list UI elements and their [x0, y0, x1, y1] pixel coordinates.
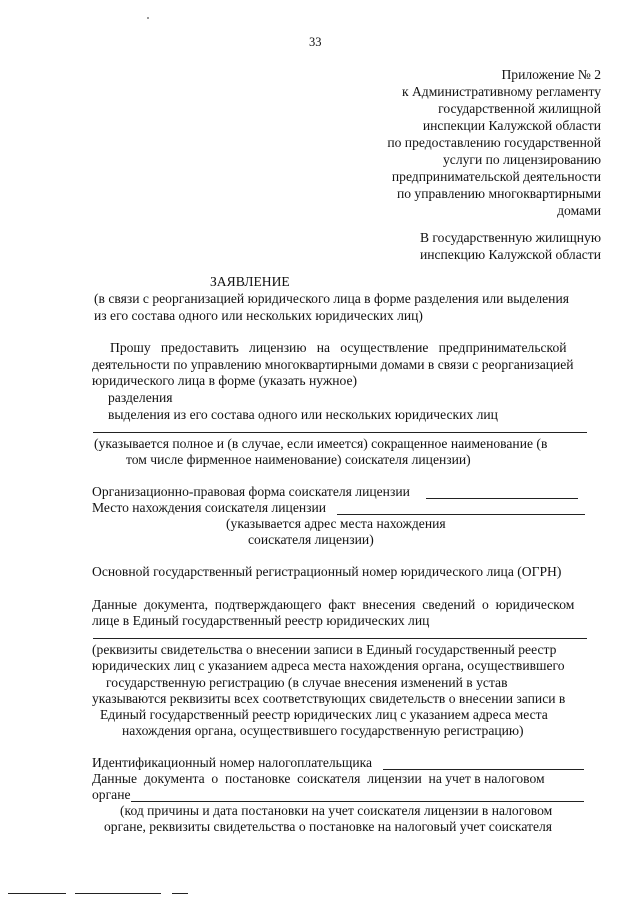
- org-form-label: Организационно-правовая форма соискателя лицензии: [92, 484, 410, 499]
- appendix-line: предпринимательской деятельности: [391, 169, 601, 184]
- location-label: Место нахождения соискателя лицензии: [92, 500, 327, 515]
- appendix-line: по предоставлению государственной: [387, 135, 601, 150]
- addressee-line: инспекцию Калужской области: [419, 247, 601, 262]
- egrul-hint-line: юридических лиц с указанием адреса места нахождения органа, осуществившего: [92, 658, 565, 673]
- appendix-line: домами: [557, 203, 601, 218]
- name-hint-line: (указывается полное и (в случае, если имеется) сокращенное наименование (в: [94, 436, 548, 451]
- tax-hint-line: (код причины и дата постановки на учет соискателя лицензии в налоговом: [120, 803, 553, 818]
- scan-speck: [147, 17, 149, 19]
- ogrn-label: Основной государственный регистрационный номер юридического лица (ОГРН): [92, 564, 562, 579]
- document-title: ЗАЯВЛЕНИЕ: [210, 274, 290, 289]
- appendix-line: Приложение № 2: [501, 67, 601, 82]
- appendix-line: инспекции Калужской области: [422, 118, 601, 133]
- location-input-line[interactable]: [337, 514, 585, 515]
- name-hint-line: том числе фирменное наименование) соискателя лицензии): [126, 452, 471, 467]
- tax-input-line[interactable]: [131, 801, 584, 802]
- request-line: юридического лица в форме (указать нужное): [92, 373, 358, 388]
- egrul-hint-line: (реквизиты свидетельства о внесении записи в Единый государственный реестр: [92, 642, 557, 657]
- egrul-input-line[interactable]: [93, 638, 587, 639]
- request-line: деятельности по управлению многоквартирными домами в связи с реорганизацией: [92, 357, 574, 372]
- footer-mark: [75, 893, 161, 894]
- egrul-label-line: лице в Единый государственный реестр юридических лиц: [92, 613, 430, 628]
- location-hint-line: соискателя лицензии): [248, 532, 374, 547]
- name-input-line[interactable]: [93, 432, 587, 433]
- inn-input-line[interactable]: [383, 769, 584, 770]
- egrul-label-line: Данные документа, подтверждающего факт внесения сведений о юридическом: [92, 597, 575, 612]
- request-line: Прошу предоставить лицензию на осуществление предпринимательской: [110, 340, 567, 355]
- footer-mark: [172, 893, 188, 894]
- appendix-line: государственной жилищной: [438, 101, 601, 116]
- tax-hint-line: органе, реквизиты свидетельства о постановке на налоговый учет соискателя: [104, 819, 553, 834]
- egrul-hint-line: нахождения органа, осуществившего государственную регистрацию): [122, 723, 524, 738]
- appendix-line: услуги по лицензированию: [443, 152, 601, 167]
- option-separation: выделения из его состава одного или нескольких юридических лиц: [108, 407, 498, 422]
- location-hint-line: (указывается адрес места нахождения: [226, 516, 446, 531]
- subtitle-line: из его состава одного или нескольких юридических лиц): [94, 308, 423, 323]
- addressee-line: В государственную жилищную: [419, 230, 601, 245]
- appendix-line: по управлению многоквартирными: [396, 186, 601, 201]
- subtitle-line: (в связи с реорганизацией юридического лица в форме разделения или выделения: [94, 291, 569, 306]
- option-split: разделения: [108, 390, 173, 405]
- egrul-hint-line: Единый государственный реестр юридических лиц с указанием адреса места: [100, 707, 548, 722]
- inn-label: Идентификационный номер налогоплательщика: [92, 755, 373, 770]
- org-form-input-line[interactable]: [426, 498, 578, 499]
- egrul-hint-line: государственную регистрацию (в случае внесения изменений в устав: [106, 675, 508, 690]
- tax-label-line: органе: [92, 787, 131, 802]
- page-number: 33: [309, 35, 322, 49]
- appendix-line: к Административному регламенту: [401, 84, 601, 99]
- egrul-hint-line: указываются реквизиты всех соответствующих свидетельств о внесении записи в: [92, 691, 566, 706]
- tax-label-line: Данные документа о постановке соискателя лицензии на учет в налоговом: [92, 771, 545, 786]
- footer-mark: [8, 893, 66, 894]
